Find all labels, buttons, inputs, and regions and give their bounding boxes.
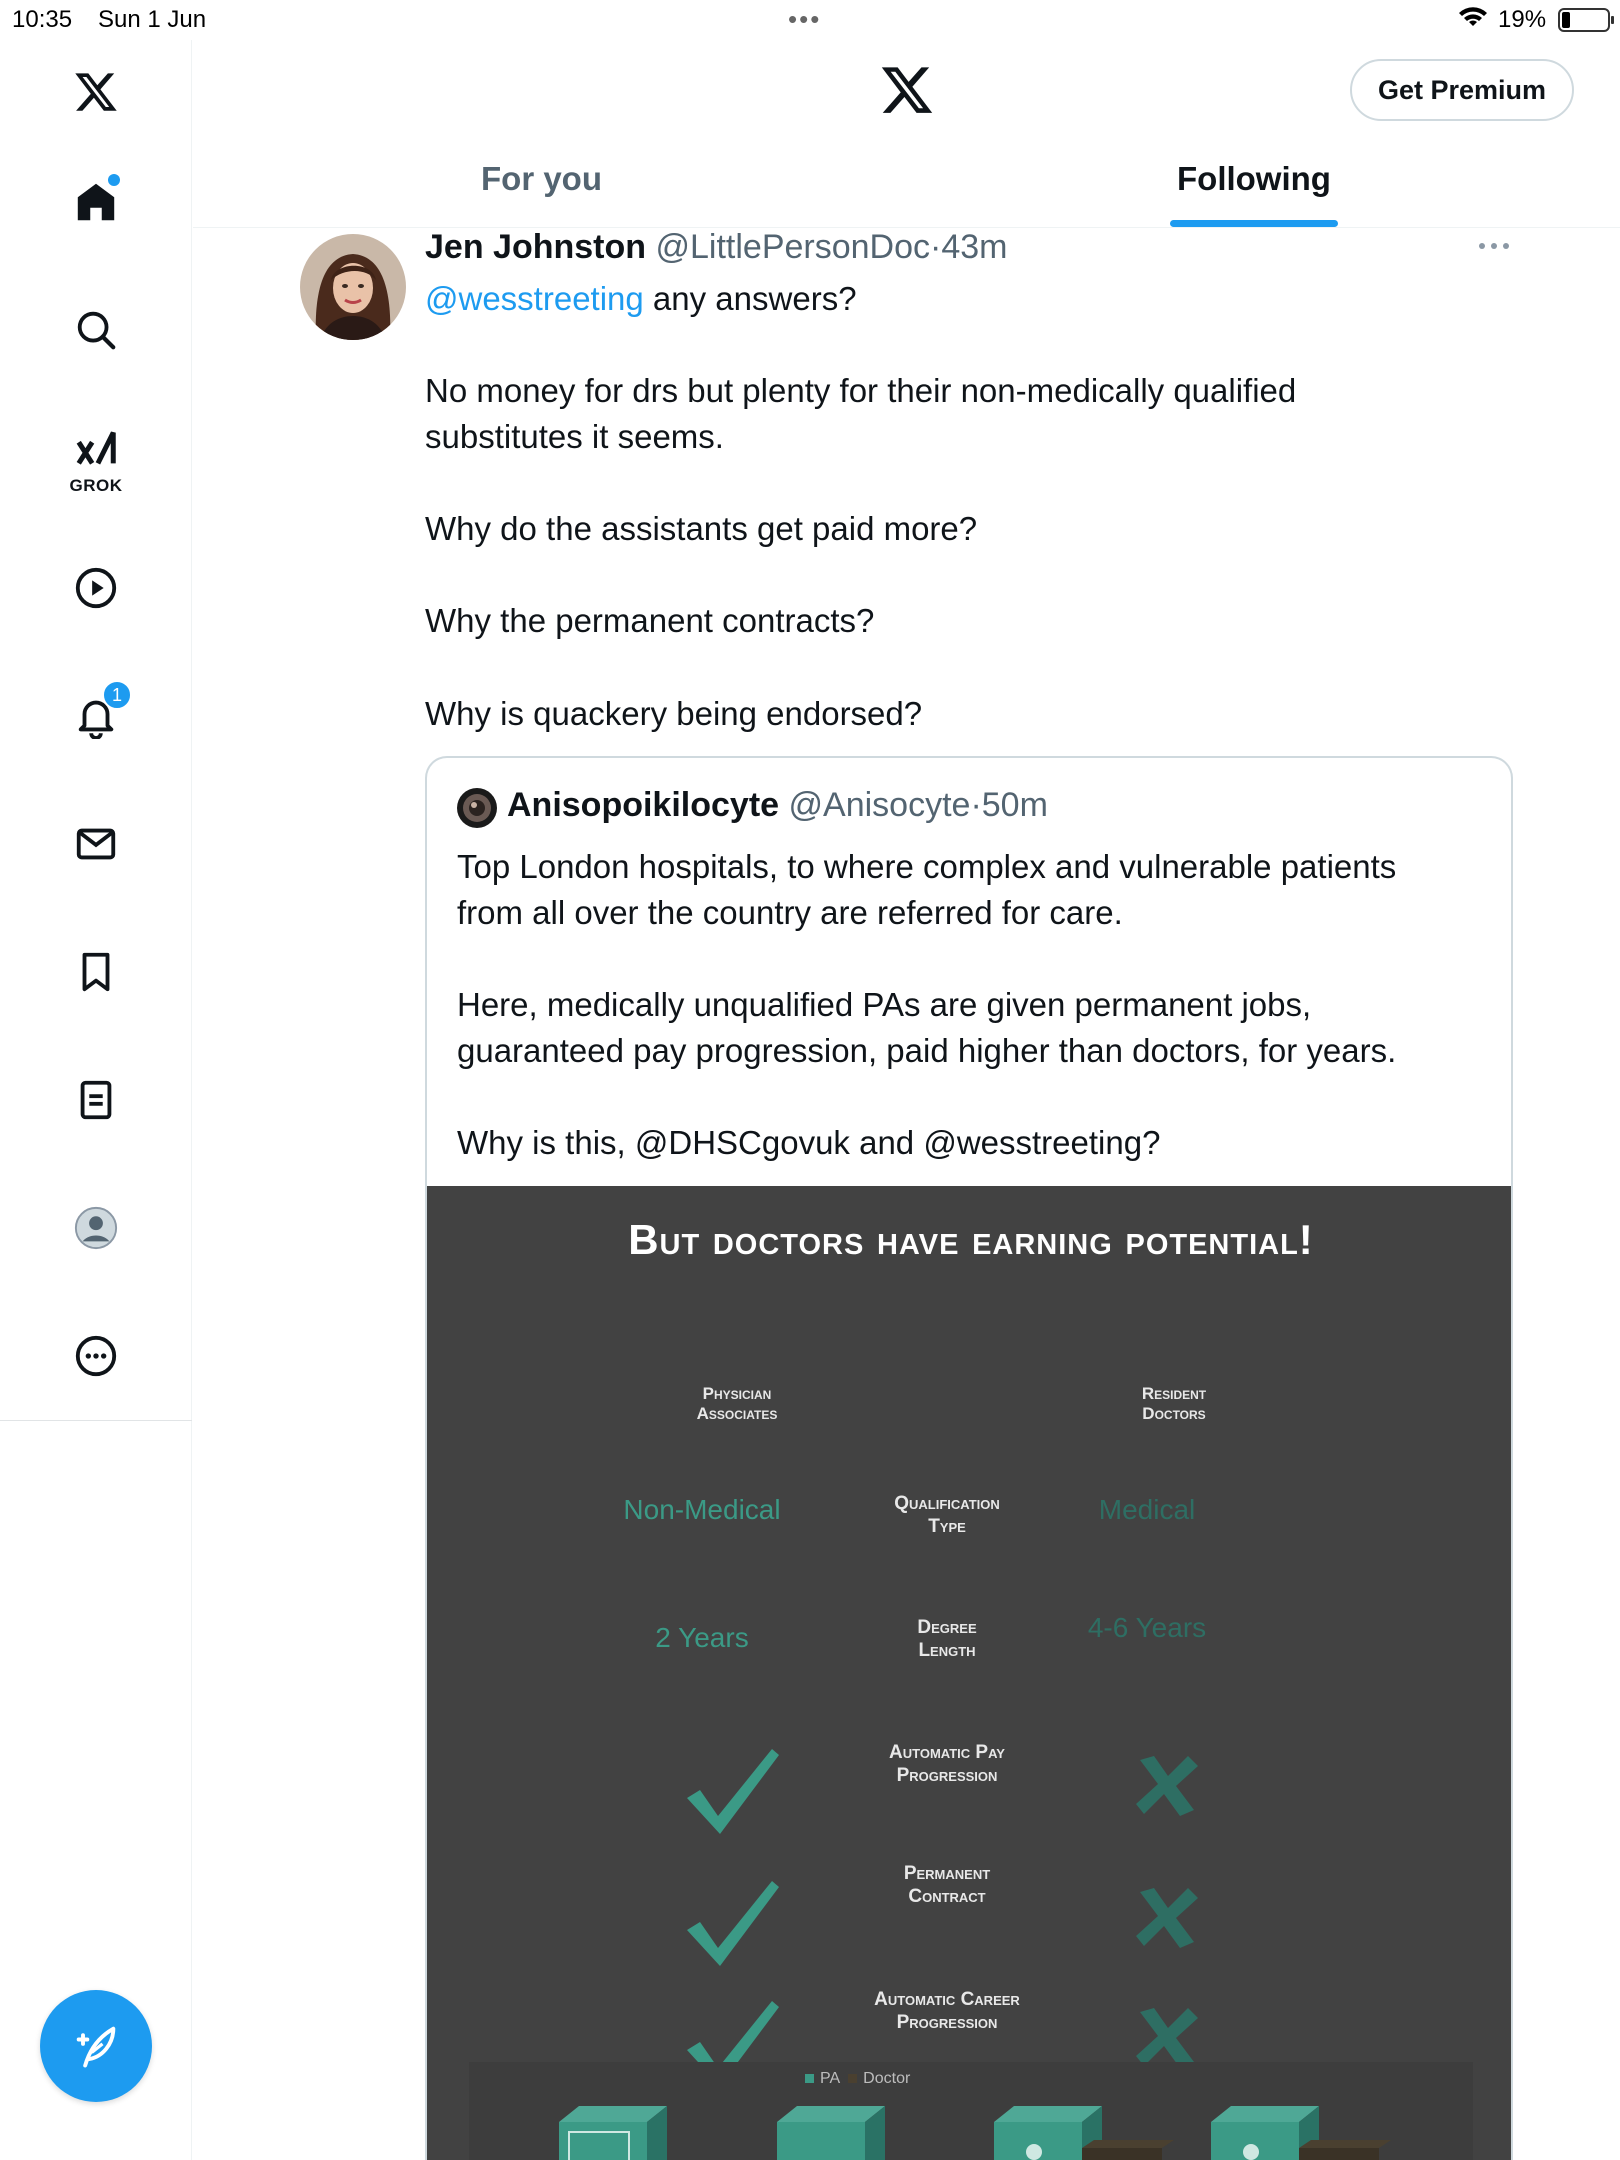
x-logo-icon[interactable]	[66, 62, 126, 122]
column-header-pa-line: Physician	[702, 1384, 772, 1403]
status-bar	[0, 0, 1620, 40]
tweet-text-line: substitutes it seems.	[425, 418, 724, 455]
video-icon[interactable]	[66, 558, 126, 618]
search-icon[interactable]	[66, 300, 126, 360]
more-icon[interactable]	[66, 1326, 126, 1386]
active-tab-indicator	[1170, 220, 1338, 227]
row-label-line: Degree	[917, 1617, 977, 1638]
profile-icon[interactable]	[66, 1198, 126, 1258]
quoted-author-name: Anisopoikilocyte	[507, 786, 780, 824]
quoted-tweet-header	[507, 786, 1048, 825]
row-label-automatic-pay-progression	[837, 1741, 1057, 1787]
quoted-header-separator: ·	[970, 786, 982, 824]
row-label-line: Length	[918, 1640, 976, 1661]
cross-icon	[1132, 1754, 1202, 1818]
tweet-text-line: Why is quackery being endorsed?	[425, 695, 923, 732]
status-time: 10:35	[12, 6, 73, 33]
column-header-doctors-line: Resident	[1141, 1384, 1207, 1403]
column-header-doctors	[1064, 1384, 1284, 1424]
mention-link[interactable]: @wesstreeting	[425, 280, 644, 317]
quoted-text-line: guaranteed pay progression, paid higher than doctors, for years.	[457, 1032, 1397, 1069]
quoted-author-avatar	[457, 788, 497, 828]
grok-icon[interactable]	[66, 418, 126, 478]
row-label-line: Permanent	[903, 1863, 991, 1884]
column-header-doctors-line: Doctors	[1142, 1404, 1206, 1423]
row-label-line: Qualification	[894, 1493, 1000, 1514]
home-unread-dot	[108, 174, 120, 186]
row-label-automatic-career-progression	[837, 1988, 1057, 2034]
quoted-text-line: Why is this, @DHSCgovuk and @wesstreeting?	[457, 1124, 1161, 1161]
pa-degree-length-value: 2 Years	[655, 1622, 749, 1653]
tweet-text-line	[425, 276, 857, 322]
sidebar-divider	[0, 1420, 192, 1421]
row-label-line: Automatic Pay	[889, 1742, 1005, 1763]
row-label-degree-length	[837, 1616, 1057, 1662]
row-label-line: Type	[928, 1516, 966, 1537]
row-label-line: Contract	[908, 1886, 986, 1907]
tweet-text-fragment: any answers?	[643, 280, 857, 317]
legend-label-doctor: Doctor	[863, 2070, 911, 2087]
battery-percent: 19%	[1498, 6, 1547, 33]
chart-box-icon	[1211, 2104, 1391, 2160]
pa-qualification-value: Non-Medical	[623, 1494, 781, 1525]
chart-box-icon	[559, 2104, 667, 2160]
notification-badge: 1	[102, 680, 132, 710]
tweet-timestamp[interactable]: 43m	[941, 228, 1008, 266]
x-logo-icon[interactable]	[879, 62, 935, 118]
home-icon[interactable]	[66, 172, 126, 232]
tweet-more-icon[interactable]	[1474, 236, 1514, 256]
wifi-icon	[1458, 6, 1488, 37]
chart-box-icon	[777, 2104, 885, 2160]
tab-following[interactable]: Following	[1177, 160, 1331, 197]
chart-box-icon	[994, 2104, 1174, 2160]
check-icon	[682, 1746, 782, 1836]
column-header-pa	[627, 1384, 847, 1424]
row-label-line: Progression	[896, 1765, 998, 1786]
compose-button[interactable]	[40, 1990, 152, 2102]
infographic-image[interactable]	[427, 1186, 1513, 2160]
column-header-pa-line: Associates	[696, 1404, 778, 1423]
messages-icon[interactable]	[66, 814, 126, 874]
sidebar	[0, 40, 192, 2160]
author-name[interactable]: Jen Johnston	[425, 228, 647, 266]
cross-icon	[1132, 1886, 1202, 1950]
tweet-header	[425, 228, 1007, 267]
lists-icon[interactable]	[66, 1070, 126, 1130]
doctor-degree-length-value: 4-6 Years	[1087, 1612, 1207, 1643]
compose-feather-icon	[70, 2020, 122, 2072]
legend-swatch-pa	[805, 2074, 814, 2083]
quoted-text-line: Top London hospitals, to where complex and vulnerable patients	[457, 848, 1397, 885]
legend-label-pa: PA	[820, 2070, 840, 2087]
notifications-icon[interactable]	[66, 686, 126, 746]
row-label-line: Progression	[896, 2012, 998, 2033]
bookmarks-icon[interactable]	[66, 942, 126, 1002]
quoted-author-handle: @Anisocyte	[788, 786, 971, 824]
check-icon	[682, 1878, 782, 1968]
quoted-tweet-timestamp: 50m	[981, 786, 1048, 824]
row-label-qualification	[837, 1492, 1057, 1538]
tweet-text-line: Why the permanent contracts?	[425, 602, 875, 639]
header-separator: ·	[930, 228, 942, 266]
tab-for-you[interactable]: For you	[481, 160, 602, 197]
quoted-text-line: from all over the country are referred for care.	[457, 894, 1123, 931]
tweet-text-line: No money for drs but plenty for their non-medically qualified	[425, 372, 1297, 409]
row-label-line: Automatic Career	[874, 1989, 1020, 2010]
grok-label: GROK	[69, 476, 123, 495]
legend-swatch-doctor	[848, 2074, 857, 2083]
multitask-dots[interactable]: •••	[788, 4, 822, 34]
tweet-text-line: Why do the assistants get paid more?	[425, 510, 978, 547]
get-premium-button[interactable]: Get Premium	[1350, 59, 1574, 121]
battery-icon	[1558, 8, 1610, 32]
infographic-title: But doctors have earning potential!	[628, 1216, 1314, 1263]
author-avatar[interactable]	[300, 234, 406, 340]
author-handle[interactable]: @LittlePersonDoc	[655, 228, 931, 266]
quoted-tweet[interactable]	[425, 756, 1513, 2160]
chart-legend	[805, 2070, 910, 2088]
quoted-text-line: Here, medically unqualified PAs are given permanent jobs,	[457, 986, 1312, 1023]
row-label-permanent-contract	[837, 1862, 1057, 1908]
cross-icon	[1132, 2006, 1202, 2070]
timeline-header	[193, 40, 1620, 228]
doctor-qualification-value: Medical	[1098, 1494, 1196, 1525]
status-date: Sun 1 Jun	[98, 6, 207, 33]
